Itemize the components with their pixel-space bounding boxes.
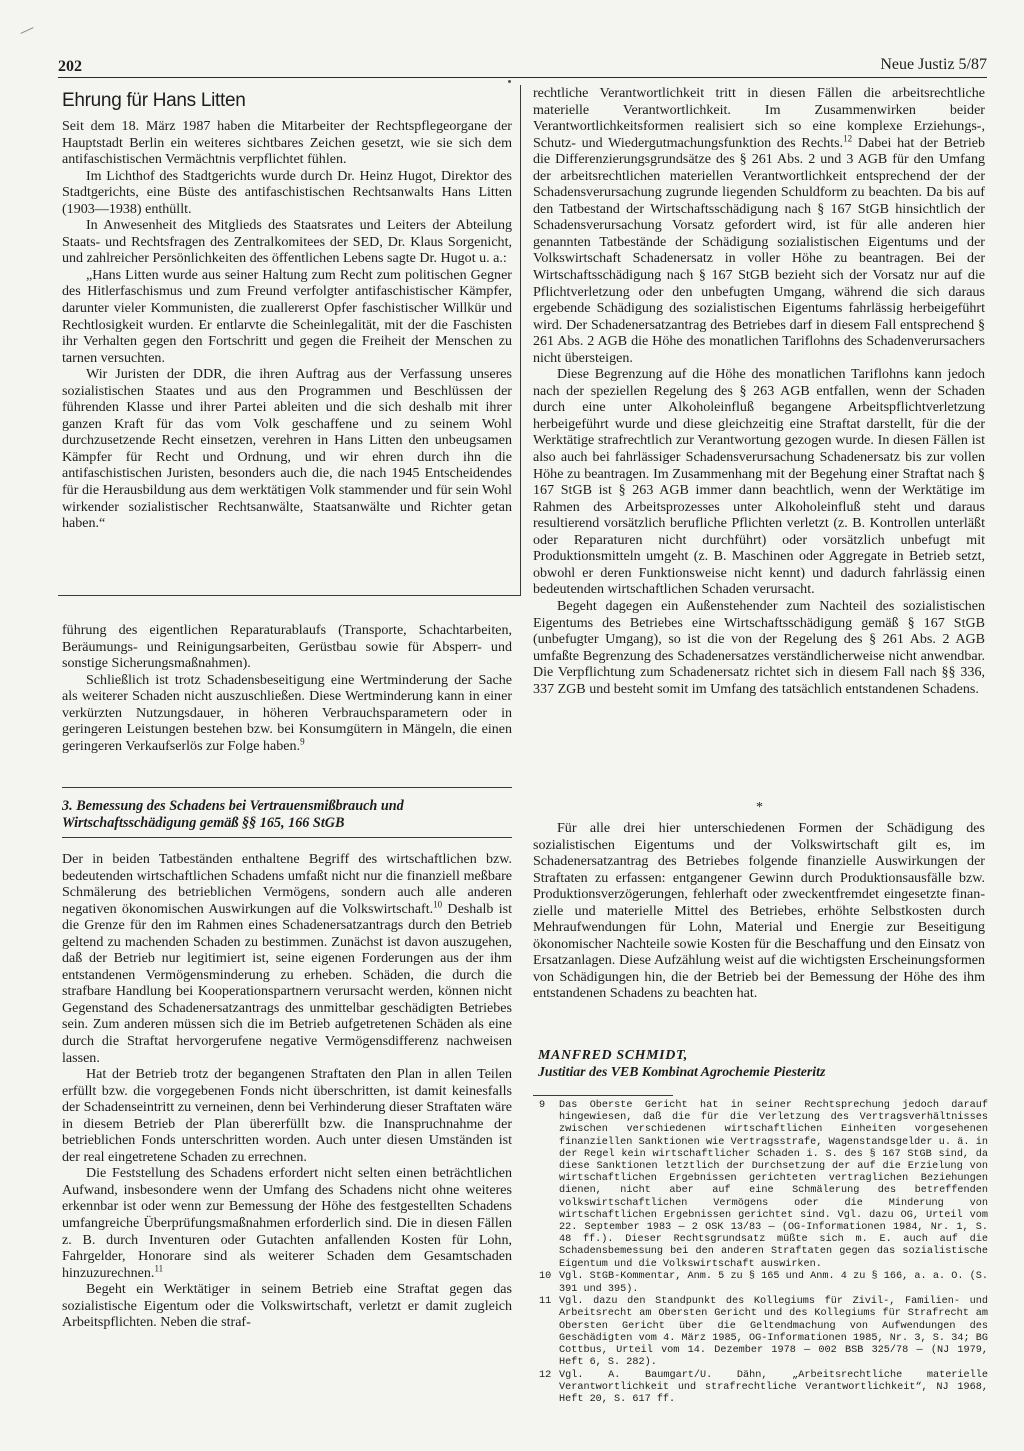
section-rule-bottom: [62, 837, 512, 838]
paragraph: [62, 851, 512, 1066]
footnote: [533, 1370, 988, 1407]
honor-quote-paragraph: Wir Juristen der DDR, die ihren Auftrag aus der Verfassung unseres sozialistischen Staates und aus den Programmen und Beschlüssen der führenden Klasse und ihrer Partei ableiten und die sich deshalb mit ihrer ganzen Kraft für das vom Volk geschaffene und zu seinem Wohl durchzusetzende Recht einsetzen, verehren in Hans Litten den unbeugsamen Kämpfer für Recht und Ordnung, und wir ehren durch ihn die antifaschistischen Juristen, besonders auch die, die nach 1945 Entscheidendes für die Herausbildung aus dem werktätigen Volk stammender und für sein Wohl wirkender sozialistischer Rechtsanwälte, Staatsanwälte und Richter getan haben.“: [62, 366, 512, 532]
author-name: MANFRED SCHMIDT,: [538, 1048, 688, 1063]
footnote-text: Vgl. StGB-Kommentar, Anm. 5 zu § 165 und Anm. 4 zu § 166, a. a. O. (S. 391 und 395).: [559, 1271, 988, 1295]
paragraph: Begeht ein Werktätiger in seinem Betrieb eine Straftat gegen das sozialistische Eigentum oder die Volkswirtschaft, verletzt er damit zugleich Arbeitspflichten. Neben die straf-: [62, 1281, 512, 1331]
footnote-number: 11: [539, 1296, 552, 1308]
author-role: Justitiar des VEB Kombinat Agrochemie Piesteritz: [538, 1064, 826, 1079]
section-heading: 3. Bemessung des Schadens bei Vertrauensmißbrauch und Wirtschaftsschädigung gemäß §§ 165, 166 StGB: [62, 798, 404, 831]
right-column-closing: [533, 820, 985, 1002]
honor-title: Ehrung für Hans Litten: [62, 90, 246, 111]
footnote-ref[interactable]: 12: [843, 132, 853, 143]
footnote: [533, 1271, 988, 1295]
paragraph: Diese Begrenzung auf die Höhe des monatlichen Tariflohns kann jedoch nach der speziellen Regelung des § 263 AGB entfallen, wenn der Schaden durch eine unter Alkoholeinfluß begangene Arbeitspflichtverletzung herbeigeführt wurde und diese gleichzeitig eine Straftat darstellt, für die der Werktätige strafrechtlich zur Verantwortung gezogen wurde. In diesen Fällen ist also auch bei fahrlässiger Schadensverursachung Schadenersatz bis zur vollen Höhe zu beantragen. Im Zusammenhang mit der Begehung einer Straftat nach § 167 StGB ist § 263 AGB immer dann beachtlich, wenn der Werktätige im Rahmen des Arbeitsprozesses unter Alkoholeinfluß steht und daraus resultierend vorsätzlich berufliche Pflichten verletzt (z. B. Kontrollen unterläßt oder Reparaturen nicht durchführt) oder vorsätzlich unbefugt mit Produktionsmitteln umgeht (z. B. Maschinen oder Aggregate in Betrieb setzt, obwohl er deren Funktionsweise nicht kennt) und dadurch fahrlässig einen bedeutenden wirtschaftlichen Schaden verursacht.: [533, 366, 985, 598]
footnote-number: 10: [539, 1271, 552, 1283]
paragraph: [533, 85, 985, 366]
paragraph-text: Dabei hat der Betrieb die Differenzierungsgrundsätze des § 261 Abs. 2 und 3 AGB für den Umfang der arbeitsrechtlichen materiellen Verantwortlichkeit entsprechend der der Schadensverursachung zugrunde liegenden Schuldform zu beachten. Da bis auf den Tatbestand der Wirtschaftsschädigung nach § 167 StGB hinsichtlich der Schadensverursachung Vorsatz gefordert wird, ist für alle anderen hier genannten Tatbestände der Schädigung sozialistischen Eigentums und der Volkswirtschaft Schadenersatz in voller Höhe zu beantragen. Bei der Wirtschaftsschädigung nach § 167 StGB bezieht sich der Vorsatz nur auf die Pflichtverletzung oder den unbefugten Umgang, während die sich daraus ergebende Schädigung des sozialistischen Eigentums fahrlässig herbeigeführt wird. Der Schadenersatzantrag des Betriebes darf in diesem Fall entsprechend § 261 Abs. 2 AGB die Höhe des monatlichen Tariflohns des Schadenverursachers nicht übersteigen.: [533, 134, 986, 366]
footnote-rule: [533, 1095, 673, 1096]
footnote-ref[interactable]: 9: [300, 736, 305, 747]
footnote-ref[interactable]: 10: [433, 898, 443, 909]
paragraph-text: Schließlich ist trotz Schadensbeseitigung eine Wertminderung der Sache als weiterer Schaden nicht auszuschließen. Diese Wertminderung kann in einer verkürzten Nutzungsdauer, in höheren Verbrauchsparametern oder in geringeren Leistungen bestehen bzw. bei Konsumgütern in Mängeln, die einen geringeren Verkaufserlös zur Folge haben.: [62, 671, 512, 754]
paragraph-text: rechtliche Verantwortlichkeit tritt in diesen Fällen die arbeitsrechtliche materielle Verantwortlichkeit. Im Zusammenwirken beider Verantwortlichkeitsformen realisiert sich so eine komplexe Erziehungs-, Schutz- und Wiedergutmachungsfunktion des Rechts.: [533, 85, 985, 151]
paragraph: [62, 672, 512, 755]
footnote-text: Vgl. dazu den Standpunkt des Kollegiums für Zivil-, Familien- und Arbeitsrecht am Obersten Gericht und des Kollegiums für Strafrecht am Obersten Gericht über die Geltendmachung von Aufwendungen des Geschädigten vom 4. März 1985, OG-Informationen 1985, Nr. 3, S. 34; BG Cottbus, Urteil vom 14. Dezember 1978 — 002 BSB 325/78 — (NJ 1979, Heft 6, S. 282).: [559, 1296, 988, 1369]
section-separator-star: *: [756, 800, 763, 815]
honor-paragraph: Seit dem 18. März 1987 haben die Mitarbeiter der Rechtspflegeorgane der Hauptstadt Berlin ein weiteres sichtbares Zeichen gesetzt, wie sie sich dem antifaschistischen Vermächtnis verpflichtet fühlen.: [62, 118, 512, 168]
honor-quote-paragraph: „Hans Litten wurde aus seiner Haltung zum Recht zum politischen Gegner des Hitlerfaschismus und zum Freund verfolgter antifaschistischer Kämpfer, darunter vieler Kommunisten, die zuallererst Opfer faschistischer Willkür und Rechtlosigkeit wurden. Er entlarvte die Scheinlegalität, mit der die Faschisten ihr Verhalten gegen den Fortschritt und gegen die Freiheit der Menschen zu tarnen versuchten.: [62, 266, 512, 366]
honor-paragraph: Im Lichthof des Stadtgerichts wurde durch Dr. Heinz Hugot, Direktor des Stadtgerichts, eine Büste des antifaschistischen Rechtsanwalts Hans Litten (1903—1938) enthüllt.: [62, 167, 512, 217]
footnote: [533, 1100, 988, 1271]
left-continuation: [62, 622, 512, 754]
footnote-number: 9: [539, 1100, 546, 1111]
paragraph: führung des eigentlichen Reparaturablaufs (Transporte, Schachtarbeiten, Beräumungs- und Reinigungsarbeiten, Gerüstbau sowie für Absperr- und sonstige Sicherungsmaßnahmen).: [62, 622, 512, 672]
paragraph-text: Die Feststellung des Schadens erfordert nicht selten einen beträchtlichen Aufwand, insbesondere wenn der Umfang des Schadens nicht ohne weiteres erkennbar ist oder wenn zur Bemessung der Höhe des festgestellten Schadens umfangreiche Überprüfungsmaßnahmen erforderlich sind. Die in diesen Fällen z. B. durch Inventuren oder Gutachten anfallenden Kosten für Lohn, Fahrgelder, Honorare sind als weiterer Schaden dem Gesamtschaden hinzuzurechnen.: [62, 1165, 512, 1281]
honor-body: [62, 118, 512, 532]
journal-title: Neue Justiz 5/87: [880, 56, 987, 73]
section-body: [62, 851, 512, 1331]
page-number: 202: [58, 58, 82, 75]
section-rule-top: [62, 787, 512, 788]
paragraph-text: Der in beiden Tatbeständen enthaltene Begriff des wirtschaftlichen bzw. bedeutenden wirtschaftlichen Schadens umfaßt nicht nur die finanziell meßbare Schmälerung des betrieblichen Vermögens, sondern auch alle anderen negativen ökonomischen Auswirkungen auf die Volkswirtschaft.: [62, 851, 512, 917]
scan-dot: [508, 80, 511, 83]
footnote-number: 12: [539, 1369, 552, 1381]
paragraph: Hat der Betrieb trotz der begangenen Straftaten den Plan in allen Teilen erfüllt bzw. die vorgegebenen Fonds nicht überschritten, ist damit keinesfalls der Schadenseintritt zu verneinen, denn bei Verhinderung dieser Straftaten wäre in diesem Betrieb der Plan übererfüllt bzw. die Inanspruchnahme der betrieblichen Fonds unterschritten worden. Auch unter diesen Umständen ist der real eingetretene Schaden zu errechnen.: [62, 1066, 512, 1165]
paragraph: Für alle drei hier unterschiedenen Formen der Schädigung des sozialistischen Eigentums und der Volkswirtschaft gilt es, im Schadenersatzantrag des Betriebes folgende finanzielle Auswirkungen der Straftaten zu erfassen: entgangener Gewinn durch Produktionsausfälle bzw. Produktionsverzögerungen, fehlerhaft oder zweckentfremdet eingesetzte finanzielle und materielle Mittel des Betriebes, erhöhte Selbstkosten durch Mehraufwendungen für Lohn, Material und Energie zur Beseitigung ökonomischer Nachteile sowie Kosten für die Beschaffung und den Einsatz von Ersatzanlagen. Diese Aufzählung weist auf die wichtigsten Erscheinungsformen von Schädigungen hin, die der Betrieb bei der Bemessung der Höhe des ihm entstandenen Schadens zu beachten hat.: [533, 820, 985, 1002]
right-column: [533, 85, 985, 697]
honor-paragraph: In Anwesenheit des Mitglieds des Staatsrates und Leiters der Abteilung Staats- und Rechtsfragen des Zentralkomitees der SED, Dr. Klaus Sorgenicht, und zahlreicher Persönlichkeiten des öffentlichen Lebens sagte Dr. Hugot u. a.:: [62, 217, 512, 267]
footnote-ref[interactable]: 11: [154, 1263, 164, 1273]
footnotes: [533, 1100, 988, 1407]
paragraph: Begeht dagegen ein Außenstehender zum Nachteil des sozialistischen Eigentums des Betriebes eine Wirtschaftsschädigung gemäß § 167 StGB (unbefugter Umgang), so ist die von der Regelung des § 261 Abs. 2 AGB umfaßte Begrenzung des Schadenersatzes verständlicherweise nicht anwendbar. Die Verpflichtung zum Schadenersatz richtet sich in diesem Fall nach §§ 336, 337 ZGB und besteht somit im Umfang des tatsächlich entstandenen Schadens.: [533, 597, 985, 697]
header-rule: [58, 77, 987, 78]
paragraph: [62, 1165, 512, 1281]
scan-mark: [20, 27, 33, 34]
footnote: [533, 1296, 988, 1369]
footnote-text: Das Oberste Gericht hat in seiner Rechtsprechung jedoch darauf hingewiesen, daß die für die Verletzung des Vertragsverhältnisses zwischen verschiedenen wirtschaftlichen Einheiten vorgesehenen finanziellen Sanktionen wie Vertragsstrafe, Wagenstandsgelder u. ä. in der Regel kein wirtschaftlicher Schaden i. S. des § 167 StGB sind, da diese Sanktionen letztlich der Durchsetzung der auf die Erzielung von wirtschaftlichen Ergebnissen gerichteten vertraglichen Beziehungen dienen, nicht aber auf eine Schmälerung des betreffenden volkswirtschaftlichen Vermögens oder die Minderung von wirtschaftlichen Ergebnissen gerichtet sind. Vgl. dazu OG, Urteil vom 22. September 1983 — 2 OSK 13/83 — (OG-Informationen 1984, Nr. 1, S. 48 ff.). Dieser Rechtsgrundsatz müßte sich m. E. auch auf die Schadensbemessung bei den anderen Straftaten gegen das sozialistische Eigentum und die Volkswirtschaft auswirken.: [559, 1100, 988, 1270]
footnote-text: Vgl. A. Baumgart/U. Dähn, „Arbeitsrechtliche materielle Verantwortlichkeit und strafrechtliche Verantwortlichkeit“, NJ 1968, Heft 20, S. 617 ff.: [559, 1369, 988, 1406]
paragraph-text: Deshalb ist die Grenze für den im Rahmen eines Schadenersatzantrags durch den Betrieb geltend zu machenden Schaden zu bestimmen. Zunächst ist davon auszugehen, daß der Betrieb nur legitimiert ist, seine eigenen Forderungen aus der ihm entstandenen Vermögensminderung zu erheben. Schäden, die durch die strafbare Handlung bei Kooperationspartnern verursacht werden, können nicht Gegenstand des Schadenersatzantrags des unmittelbar geschädigten Betriebes sein. Zum anderen müssen sich die im Betrieb aufgetretenen Schäden als eine durch die Straftat hervorgerufene negative Vermögensdifferenz nachweisen lassen.: [62, 900, 513, 1066]
